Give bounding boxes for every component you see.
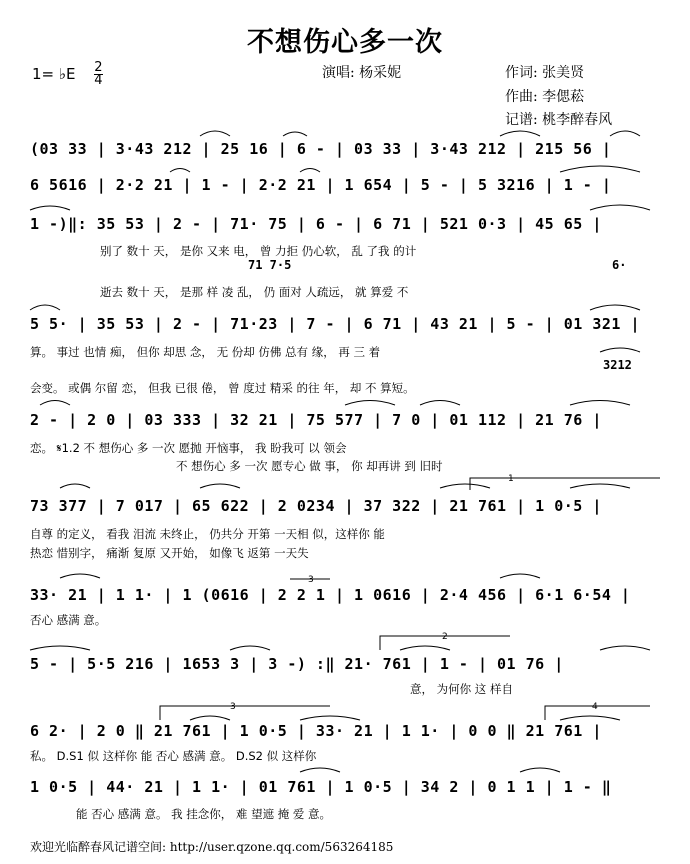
slur [600,348,640,352]
score-row-2: 6 5616 | 2·2 21 | 1 - | 2·2 21 | 1 654 | 5 - | 5 3216 | 1 - | [30,176,612,194]
slur [590,205,650,210]
triplet-number: 3 [308,575,314,585]
slur [560,716,620,720]
score-row-3: 1 -)‖: 35 53 | 2 - | 71· 75 | 6 - | 6 71 | 521 0·3 | 45 65 | [30,215,602,233]
page-title: 不想伤心多一次 [247,27,443,58]
lyric-row-8: 意， 为何你 这 样自 [410,682,513,696]
slur [230,646,270,650]
meter-bottom: 4 [94,73,103,88]
lyric-row-5b: 不 想伤心 多 一次 愿专心 做 事， 你 却再讲 到 旧时 [176,459,443,473]
slur [345,401,395,406]
slur [30,305,60,310]
slur [560,166,640,172]
lyric-row-5a: 恋。 𝄋1.2 不 想伤心 多 一次 愿抛 开恼事， 我 盼我可 以 领会 [30,441,347,455]
slur [520,768,560,772]
score-row-6: 73 377 | 7 017 | 65 622 | 2 0234 | 37 322 | 21 761 | 1 0·5 | [30,497,602,515]
slur [590,305,640,310]
lyric-row-4a: 算。 事过 也情 痴， 但你 却思 念， 无 份却 仿佛 总有 缘， 再 三 着 [30,345,381,359]
score-row-7: 33· 21 | 1 1· | 1 (0616 | 2 2 1 | 1 0616 | 2·4 456 | 6·1 6·54 | [30,586,631,604]
score-row-8: 5 - | 5·5 216 | 1653 3 | 3 -) :‖ 21· 761 | 1 - | 01 76 | [30,655,564,673]
score-row-9: 6 2· | 2 0 ‖ 21 761 | 1 0·5 | 33· 21 | 1 1· | 0 0 ‖ 21 761 | [30,722,602,740]
volta-number-4: 4 [592,702,598,712]
slur [190,716,230,720]
slur [420,401,460,406]
transcriber-credit: 记谱: 桃李醉春风 [505,112,613,128]
key-text: 1= ♭E [32,65,76,83]
slur [500,131,540,136]
slur [60,484,90,488]
score-row-10: 1 0·5 | 44· 21 | 1 1· | 01 761 | 1 0·5 | 34 2 | 0 1 1 | 1 - ‖ [30,778,612,796]
alt-notes-row-3b: 6· [612,258,627,272]
score-row-1: (03 33 | 3·43 212 | 25 16 | 6 - | 03 33 | 3·43 212 | 215 56 | [30,140,612,158]
alt-notes-row-4: 3212 [603,358,632,372]
slur [570,484,630,488]
volta-number-1: 1 [508,474,514,484]
slur [30,646,90,650]
footer-link[interactable]: 欢迎光临醉春风记谱空间: http://user.qzone.qq.com/563264185 [30,840,394,854]
slur [283,132,307,136]
slur [570,401,630,406]
lyric-row-6b: 热恋 惜别字， 痛渐 复原 又开始， 如像飞 返第 一天失 [30,546,309,560]
slur [300,716,360,720]
slur [440,484,490,488]
volta-bracket-1 [470,478,660,490]
score-row-4: 5 5· | 35 53 | 2 - | 71·23 | 7 - | 6 71 | 43 21 | 5 - | 01 321 | [30,315,640,333]
lyric-row-4b: 会变。 或偶 尔留 恋， 但我 已很 倦， 曾 度过 精采 的往 年， 却 不 算短。 [30,381,415,395]
score-row-5: 2 - | 2 0 | 03 333 | 32 21 | 75 577 | 7 0 | 01 112 | 21 76 | [30,411,602,429]
lyric-row-10: 能 否心 感满 意。 我 挂念你， 难 望遮 掩 爱 意。 [76,807,332,821]
volta-bracket-3 [160,706,330,720]
slur [600,646,650,650]
slur [30,206,70,210]
lyric-row-7: 否心 感满 意。 [30,613,107,627]
meter-top: 2 [94,60,103,75]
slur [200,131,230,136]
slur [400,646,450,650]
slur [40,401,70,406]
singer-credit: 演唱: 杨采妮 [322,65,402,81]
slur [300,768,340,772]
slur [170,169,190,173]
lyric-row-6a: 自尊 的定义， 看我 泪流 未终止， 仍共分 开第 一天相 似，这样你 能 [30,527,385,541]
composer-credit: 作曲: 李偲菘 [505,89,585,105]
lyric-row-3b: 逝去 数十 天， 是那 样 凌 乱， 仍 面对 人疏远， 就 算爱 不 [100,285,409,299]
slur [200,484,240,488]
alt-notes-row-3: 71 7·5 [248,258,292,272]
lyric-row-9: 私。 D.S1 似 这样你 能 否心 感满 意。 D.S2 似 这样你 [30,749,317,763]
lyric-row-3a: 别了 数十 天， 是你 又来 电， 曾 力拒 仍心软， 乱 了我 的计 [100,244,417,258]
lyricist-credit: 作词: 张美贤 [505,65,585,81]
volta-number-2: 2 [442,632,448,642]
slur [610,131,640,136]
slur [60,574,100,578]
volta-number-3: 3 [230,702,236,712]
slur [500,574,540,578]
slur [300,169,320,173]
